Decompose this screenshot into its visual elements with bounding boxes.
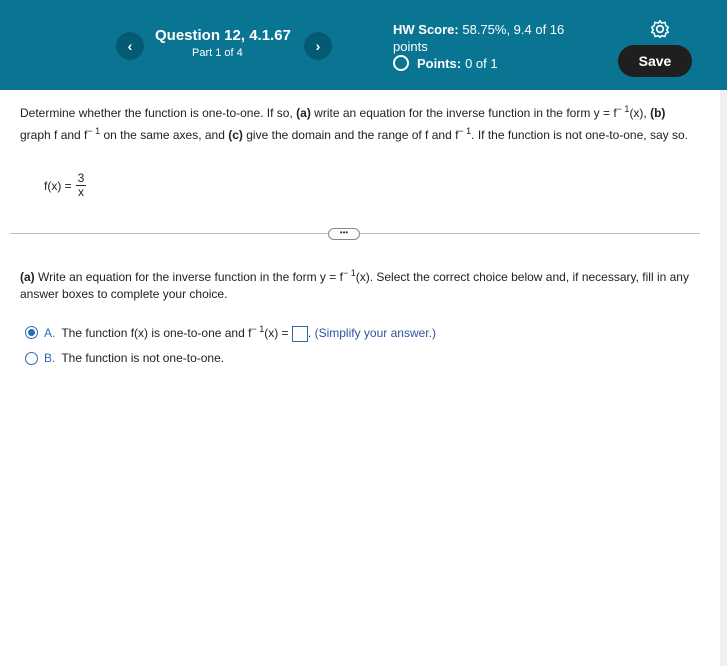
choice-b-radio[interactable] [25,352,38,365]
hw-score-label: HW Score: [393,22,459,37]
expand-divider-button[interactable]: ••• [328,228,360,240]
points-value: 0 of 1 [465,55,498,71]
part-indicator: Part 1 of 4 [192,47,243,59]
choice-a-text: (x) = [264,326,289,340]
choice-a-radio[interactable] [25,326,38,339]
function-definition [44,172,86,199]
part-a-text: Write an equation for the inverse function in the form y = f [34,270,343,284]
save-button[interactable]: Save [618,45,692,77]
function-fraction [76,172,87,199]
points-indicator [393,55,498,71]
part-c-marker: (c) [228,128,243,142]
next-question-button[interactable]: › [304,32,332,60]
part-a-marker: (a) [296,106,311,120]
page-scrollbar[interactable] [720,90,727,666]
choice-b-text: The function is not one-to-one. [61,351,225,365]
hw-score [393,21,593,55]
fraction-numerator: 3 [77,171,85,185]
inverse-superscript: − 1 [616,104,630,114]
inverse-superscript: − 1 [342,268,356,278]
inverse-superscript: − 1 [87,126,101,136]
problem-text: graph f and f [20,128,88,142]
part-a-instructions [20,265,690,303]
choice-a-text: The function f(x) is one-to-one and f [61,326,252,340]
function-label: f(x) = [44,178,72,193]
problem-statement [20,100,690,144]
choice-a[interactable]: A. The function f(x) is one-to-one and $f^{- 1}(x)$ = . (Simplify your answer.) [25,324,436,342]
problem-text: . If the function is not one-to-one, say so. [471,128,688,142]
inverse-superscript: − 1 [458,126,472,136]
inverse-superscript: − 1 [251,324,265,334]
part-b-marker: (b) [650,106,666,120]
part-a-text: (x). Select the correct choice below and, if necessary, fill in any answer boxes to complete your choice. [20,270,689,301]
choice-b[interactable] [25,351,224,365]
header-bar [0,0,727,90]
problem-text: on the same axes, and [100,128,229,142]
previous-question-button[interactable]: ‹ [116,32,144,60]
points-circle-icon [393,55,409,71]
choice-b-letter: B. [44,351,56,365]
fraction-denominator: x [78,185,85,199]
points-label: Points: [417,55,462,71]
simplify-hint: (Simplify your answer.) [314,326,436,340]
hw-score-unit: points [393,39,428,54]
problem-text: (x), [629,106,651,120]
settings-gear-icon[interactable] [650,19,670,39]
question-title: Question 12, 4.1.67 [155,27,291,44]
answer-input-box[interactable] [292,326,308,342]
problem-text: give the domain and the range of f and f [242,128,459,142]
problem-text: write an equation for the inverse function in the form y = f [310,106,617,120]
part-a-label: (a) [20,270,35,284]
choice-a-letter: A. [44,325,56,340]
problem-text: Determine whether the function is one-to-one. If so, [20,106,297,120]
hw-score-value: 58.75%, 9.4 of 16 [462,22,565,37]
